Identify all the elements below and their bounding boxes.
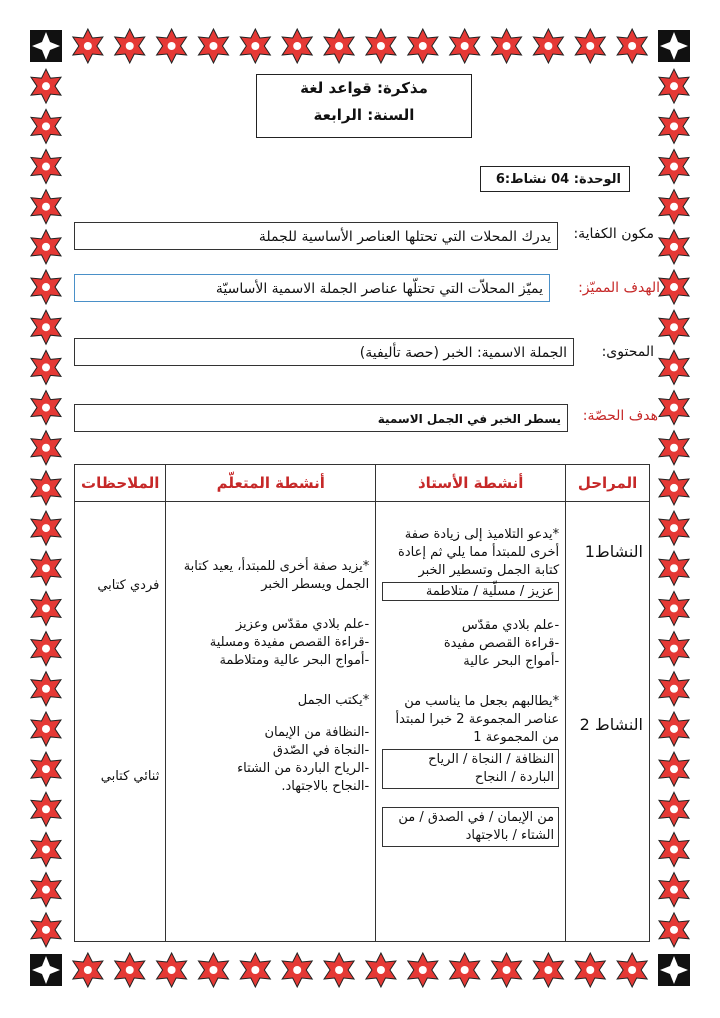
teacher1-line: *يدعو التلاميذ إلى زيادة صفة [404, 527, 560, 542]
border-star-icon [31, 752, 61, 786]
border-star-icon [282, 29, 312, 63]
border-star-icon [659, 69, 689, 103]
border-star-icon [659, 190, 689, 224]
border-star-icon [533, 29, 563, 63]
border-star-icon [31, 712, 61, 746]
border-star-icon [31, 391, 61, 425]
teacher1-sentence: -قراءة القصص مفيدة [443, 636, 560, 651]
border-star-icon [31, 190, 61, 224]
border-star-icon [31, 431, 61, 465]
border-star-icon [617, 29, 647, 63]
header-stages: المراحل [566, 465, 650, 502]
content-label: المحتوى: [601, 344, 654, 360]
group2-box [382, 807, 559, 847]
session-goal-label: هدف الحصّة: [582, 408, 658, 424]
border-star-icon [659, 591, 689, 625]
border-star-icon [659, 471, 689, 505]
border-star-icon [324, 29, 354, 63]
border-star-icon [73, 29, 103, 63]
header-teacher: أنشطة الأستاذ [376, 465, 566, 502]
border-star-icon [617, 953, 647, 987]
group2-line: الشتاء / بالاجتهاد [465, 828, 555, 843]
border-star-icon [659, 350, 689, 384]
border-star-icon [31, 230, 61, 264]
goal-label: الهدف المميّز: [578, 280, 660, 296]
group1-line: الباردة / النجاح [474, 770, 555, 785]
border-star-icon [157, 953, 187, 987]
border-star-icon [31, 310, 61, 344]
border-star-icon [115, 29, 145, 63]
lesson-year: السنة: الرابعة [313, 106, 415, 124]
border-star-icon [659, 109, 689, 143]
header-notes: الملاحظات [75, 465, 166, 502]
border-star-icon [408, 29, 438, 63]
border-star-icon [31, 591, 61, 625]
teacher-cell [376, 502, 566, 942]
border-star-icon [659, 913, 689, 947]
border-star-icon [533, 953, 563, 987]
border-star-icon [198, 29, 228, 63]
learner2-sentence: -النجاة في الصّدق [272, 743, 370, 758]
border-star-icon [240, 953, 270, 987]
notes-cell [75, 502, 166, 942]
stages-cell [566, 502, 650, 942]
stage-1: النشاط1 [584, 542, 643, 561]
border-star-icon [30, 30, 62, 62]
group1-box [382, 749, 559, 789]
border-star-icon [575, 953, 605, 987]
border-star-icon [659, 712, 689, 746]
learner1-line: *يزيد صفة أخرى للمبتدأ، يعيد كتابة [183, 559, 370, 574]
border-star-icon [659, 752, 689, 786]
border-star-icon [31, 551, 61, 585]
border-star-icon [659, 310, 689, 344]
header-learner: أنشطة المتعلّم [166, 465, 376, 502]
teacher2-line: عناصر المجموعة 2 خبرا لمبتدأ [395, 712, 560, 727]
border-star-icon [31, 832, 61, 866]
border-star-icon [659, 551, 689, 585]
border-star-icon [659, 632, 689, 666]
group1-line: النظافة / النجاة / الرياح [428, 752, 555, 767]
border-star-icon [31, 792, 61, 826]
note-2: ثنائي كتابي [100, 769, 160, 784]
border-star-icon [658, 30, 690, 62]
border-star-icon [31, 632, 61, 666]
competence-label: مكون الكفاية: [573, 226, 654, 242]
border-star-icon [115, 953, 145, 987]
border-star-icon [408, 953, 438, 987]
border-star-icon [659, 873, 689, 907]
border-star-icon [30, 954, 62, 986]
teacher1-line: كتابة الجمل وتسطير الخبر [418, 563, 560, 578]
border-star-icon [575, 29, 605, 63]
learner-cell [166, 502, 376, 942]
border-star-icon [282, 953, 312, 987]
border-star-icon [492, 953, 522, 987]
border-star-icon [659, 672, 689, 706]
teacher1-sentence: -أمواج البحر عالية [463, 654, 560, 669]
teacher1-line: أخرى للمبتدأ مما يلي ثم إعادة [398, 545, 560, 560]
border-star-icon [659, 792, 689, 826]
group2-line: من الإيمان / في الصدق / من [398, 810, 555, 825]
content-row [70, 338, 654, 368]
border-star-icon [450, 29, 480, 63]
border-star-icon [31, 69, 61, 103]
border-star-icon [31, 672, 61, 706]
border-star-icon [31, 150, 61, 184]
lesson-sheet [70, 66, 660, 952]
learner2-sentence: -النجاح بالاجتهاد. [281, 779, 370, 794]
border-star-icon [659, 150, 689, 184]
title-box [256, 74, 472, 138]
border-star-icon [366, 953, 396, 987]
border-star-icon [659, 431, 689, 465]
teacher1-sentence: -علم بلادي مقدّس [461, 618, 560, 633]
border-star-icon [366, 29, 396, 63]
border-star-icon [659, 230, 689, 264]
unit-box: الوحدة: 04 نشاط:6 [480, 166, 630, 192]
border-star-icon [659, 832, 689, 866]
session-goal-text: يسطر الخبر في الجمل الاسمية [74, 404, 568, 432]
learner1-sentence: -علم بلادي مقدّس وعزيز [235, 617, 370, 632]
border-star-icon [31, 109, 61, 143]
competence-text: يدرك المحلات التي تحتلها العناصر الأساسية للجملة [74, 222, 558, 250]
learner1-sentence: -قراءة القصص مفيدة ومسلية [209, 635, 370, 650]
border-star-icon [31, 471, 61, 505]
border-star-icon [659, 511, 689, 545]
border-star-icon [659, 270, 689, 304]
table-header-row [75, 465, 650, 502]
stage-2: النشاط 2 [579, 715, 643, 734]
learner2-sentence: -النظافة من الإيمان [264, 725, 370, 740]
border-star-icon [31, 511, 61, 545]
content-text: الجملة الاسمية: الخبر (حصة تأليفية) [74, 338, 574, 366]
competence-row [70, 222, 654, 252]
teacher1-word-box: عزيز / مسلّية / متلاطمة [382, 582, 559, 601]
goal-text: يميّز المحلاّت التي تحتلّها عناصر الجملة الاسمية الأساسيّة [74, 274, 550, 302]
border-star-icon [31, 350, 61, 384]
learner1-sentence: -أمواج البحر عالية ومتلاطمة [219, 653, 370, 668]
border-star-icon [31, 913, 61, 947]
learner2-instruction: *يكتب الجمل [297, 693, 370, 708]
border-star-icon [450, 953, 480, 987]
border-star-icon [240, 29, 270, 63]
teacher2-line: من المجموعة 1 [473, 730, 560, 745]
session-goal-row [70, 404, 658, 434]
goal-row [70, 274, 660, 304]
learner1-line: الجمل ويسطر الخبر [261, 577, 370, 592]
border-star-icon [659, 391, 689, 425]
border-star-icon [658, 954, 690, 986]
border-star-icon [157, 29, 187, 63]
lesson-title: مذكرة: قواعد لغة [300, 79, 428, 97]
teacher2-line: *يطالبهم بجعل ما يناسب من [404, 694, 560, 709]
border-star-icon [73, 953, 103, 987]
learner2-sentence: -الرياح الباردة من الشتاء [237, 761, 370, 776]
border-star-icon [31, 270, 61, 304]
activities-table [74, 464, 650, 942]
border-star-icon [324, 953, 354, 987]
border-star-icon [31, 873, 61, 907]
note-1: فردي كتابي [97, 578, 160, 593]
border-star-icon [492, 29, 522, 63]
border-star-icon [198, 953, 228, 987]
table-row [75, 502, 650, 942]
